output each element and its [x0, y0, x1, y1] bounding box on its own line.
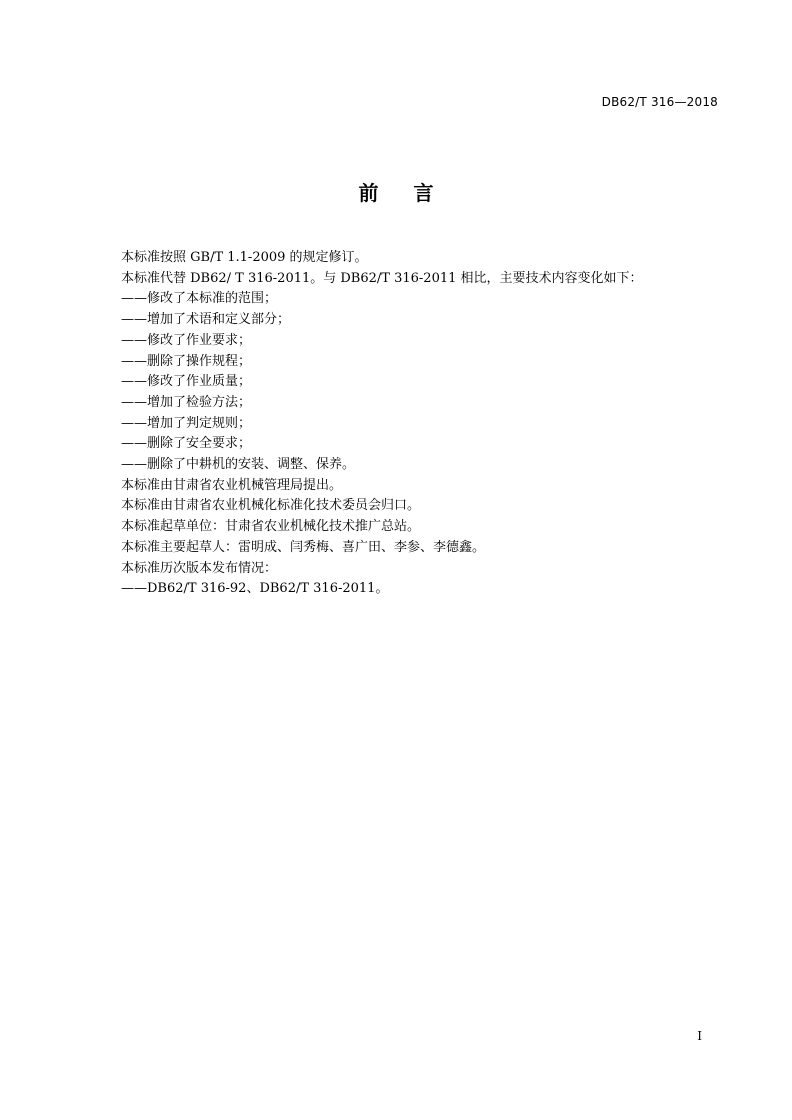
page-title: 前 言: [358, 181, 448, 205]
preface-line: ——修改了作业质量；: [121, 374, 252, 390]
preface-line: 本标准历次版本发布情况：: [121, 560, 278, 576]
preface-line: ——增加了判定规则；: [121, 415, 252, 431]
preface-line: 本标准主要起草人：雷明成、闫秀梅、喜广田、李参、李德鑫。: [121, 539, 486, 555]
preface-line: 本标准按照 GB/T 1.1-2009 的规定修订。: [121, 250, 368, 265]
preface-line: 本标准代替 DB62/ T 316-2011。与 DB62/T 316-2011 相比，主要技术内容变化如下：: [121, 270, 643, 286]
preface-line: 本标准起草单位：甘肃省农业机械化技术推广总站。: [121, 519, 421, 535]
preface-line: 本标准由甘肃省农业机械化标准化技术委员会归口。: [121, 498, 421, 514]
preface-line: ——删除了安全要求；: [121, 436, 252, 452]
preface-line: ——DB62/T 316-92、DB62/T 316-2011。: [121, 581, 389, 597]
preface-body: [121, 248, 721, 600]
preface-line: 本标准由甘肃省农业机械管理局提出。: [121, 477, 343, 493]
preface-line: ——删除了操作规程；: [121, 353, 252, 369]
preface-line: ——删除了中耕机的安装、调整、保养。: [121, 457, 356, 473]
page-number: I: [697, 1029, 702, 1043]
document-code: DB62/T 316—2018: [601, 95, 718, 109]
preface-line: ——修改了本标准的范围；: [121, 291, 278, 307]
preface-line: ——修改了作业要求；: [121, 332, 252, 348]
preface-line: ——增加了检验方法；: [121, 394, 252, 410]
preface-line: ——增加了术语和定义部分；: [121, 312, 291, 328]
